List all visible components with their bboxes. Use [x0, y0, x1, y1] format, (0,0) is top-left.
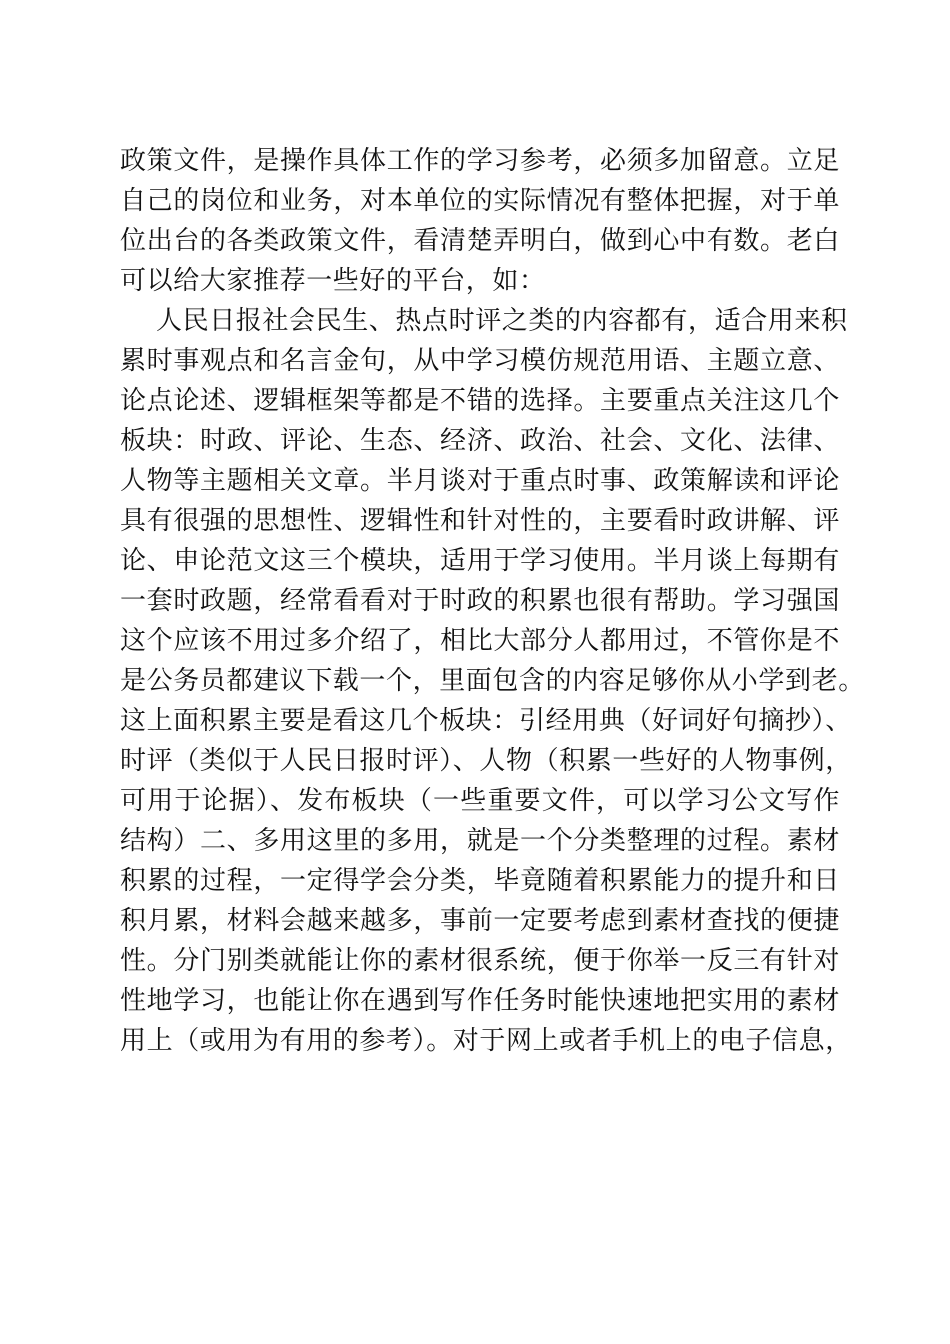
text-line-15: 这上面积累主要是看这几个板块：引经用典（好词好句摘抄）、: [120, 706, 852, 736]
text-line-2: 自己的岗位和业务，对本单位的实际情况有整体把握，对于单: [120, 186, 840, 216]
text-line-12: 一套时政题，经常看看对于时政的积累也很有帮助。学习强国: [120, 586, 840, 616]
text-line-1: 政策文件，是操作具体工作的学习参考，必须多加留意。立足: [120, 146, 840, 176]
text-line-7: 论点论述、逻辑框架等都是不错的选择。主要重点关注这几个: [120, 386, 840, 416]
text-line-8: 板块：时政、评论、生态、经济、政治、社会、文化、法律、: [120, 426, 840, 456]
text-line-11: 论、申论范文这三个模块，适用于学习使用。半月谈上每期有: [120, 546, 840, 576]
text-line-22: 性地学习，也能让你在遇到写作任务时能快速地把实用的素材: [120, 986, 840, 1016]
text-line-23: 用上（或用为有用的参考）。对于网上或者手机上的电子信息，: [120, 1026, 852, 1056]
text-line-20: 积月累，材料会越来越多，事前一定要考虑到素材查找的便捷: [120, 906, 840, 936]
text-line-10: 具有很强的思想性、逻辑性和针对性的，主要看时政讲解、评: [120, 506, 840, 536]
text-line-18: 结构）二、多用这里的多用，就是一个分类整理的过程。素材: [120, 826, 840, 856]
text-line-6: 累时事观点和名言金句，从中学习模仿规范用语、主题立意、: [120, 346, 840, 376]
body-text: [120, 141, 865, 1061]
text-line-17: 可用于论据）、发布板块（一些重要文件，可以学习公文写作: [120, 786, 840, 816]
text-line-19: 积累的过程，一定得学会分类，毕竟随着积累能力的提升和日: [120, 866, 840, 896]
text-line-21: 性。分门别类就能让你的素材很系统，便于你举一反三有针对: [120, 946, 840, 976]
text-line-4: 可以给大家推荐一些好的平台，如：: [120, 266, 546, 296]
text-line-9: 人物等主题相关文章。半月谈对于重点时事、政策解读和评论: [120, 466, 840, 496]
text-line-5: 人民日报社会民生、热点时评之类的内容都有，适合用来积: [156, 306, 848, 336]
text-line-14: 是公务员都建议下载一个，里面包含的内容足够你从小学到老。: [120, 666, 865, 696]
text-line-16: 时评（类似于人民日报时评）、人物（积累一些好的人物事例，: [120, 746, 852, 776]
text-line-13: 这个应该不用过多介绍了，相比大部分人都用过，不管你是不: [120, 626, 840, 656]
text-line-3: 位出台的各类政策文件，看清楚弄明白，做到心中有数。老白: [120, 226, 840, 256]
